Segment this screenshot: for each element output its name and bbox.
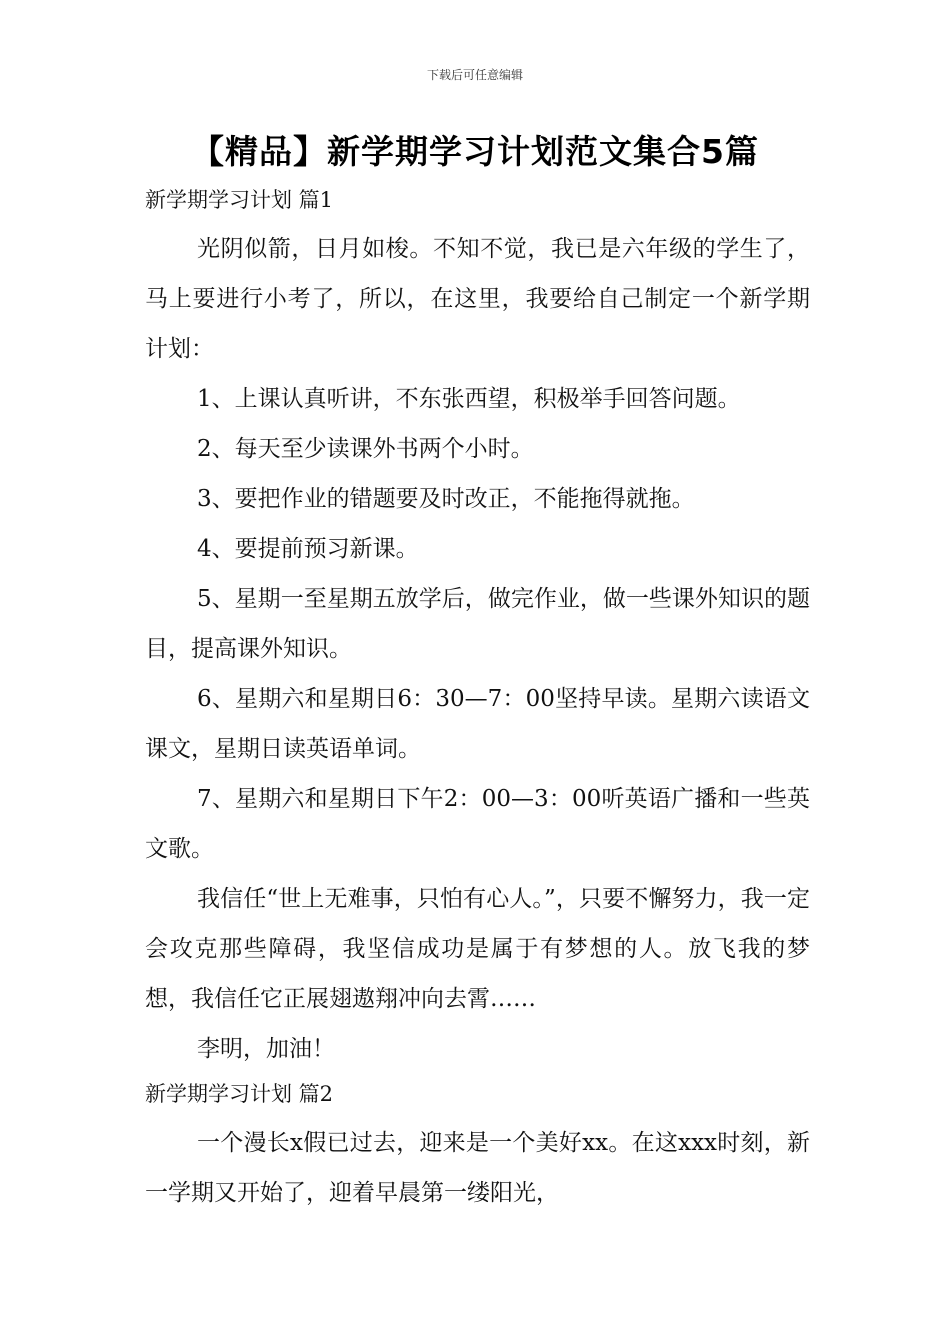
paragraph: 李明，加油！ [197, 1036, 335, 1062]
paragraph: 我信任“世上无难事，只怕有心人。”，只要不懈努力，我一定会攻克那些障碍，我坚信成功是属于有梦想的人。放飞我的梦想，我信任它正展翅遨翔冲向去霄…… [145, 886, 810, 1012]
list-item: 1、上课认真听讲，不东张西望，积极举手回答问题。 [197, 386, 741, 412]
document-body [145, 180, 810, 1218]
section-heading: 新学期学习计划 篇2 [145, 1082, 334, 1106]
list-item: 6、星期六和星期日6：30—7：00坚持早读。星期六读语文课文，星期日读英语单词。 [145, 686, 810, 762]
section-1 [145, 180, 810, 1074]
section-2 [145, 1074, 810, 1218]
paragraph: 光阴似箭，日月如梭。不知不觉，我已是六年级的学生了，马上要进行小考了，所以，在这里，我要给自己制定一个新学期计划： [145, 236, 810, 362]
list-item: 2、每天至少读课外书两个小时。 [197, 436, 534, 462]
paragraph: 一个漫长x假已过去，迎来是一个美好xx。在这xxx时刻，新一学期又开始了，迎着早晨第一缕阳光， [145, 1130, 810, 1206]
list-item: 4、要提前预习新课。 [197, 536, 419, 562]
section-heading: 新学期学习计划 篇1 [145, 188, 334, 212]
list-item: 7、星期六和星期日下午2：00—3：00听英语广播和一些英文歌。 [145, 786, 810, 862]
list-item: 5、星期一至星期五放学后，做完作业，做一些课外知识的题目，提高课外知识。 [145, 586, 810, 662]
header-note: 下载后可任意编辑 [426, 68, 523, 82]
document-title: 【精品】新学期学习计划范文集合5篇 [191, 132, 759, 171]
list-item: 3、要把作业的错题要及时改正，不能拖得就拖。 [197, 486, 695, 512]
